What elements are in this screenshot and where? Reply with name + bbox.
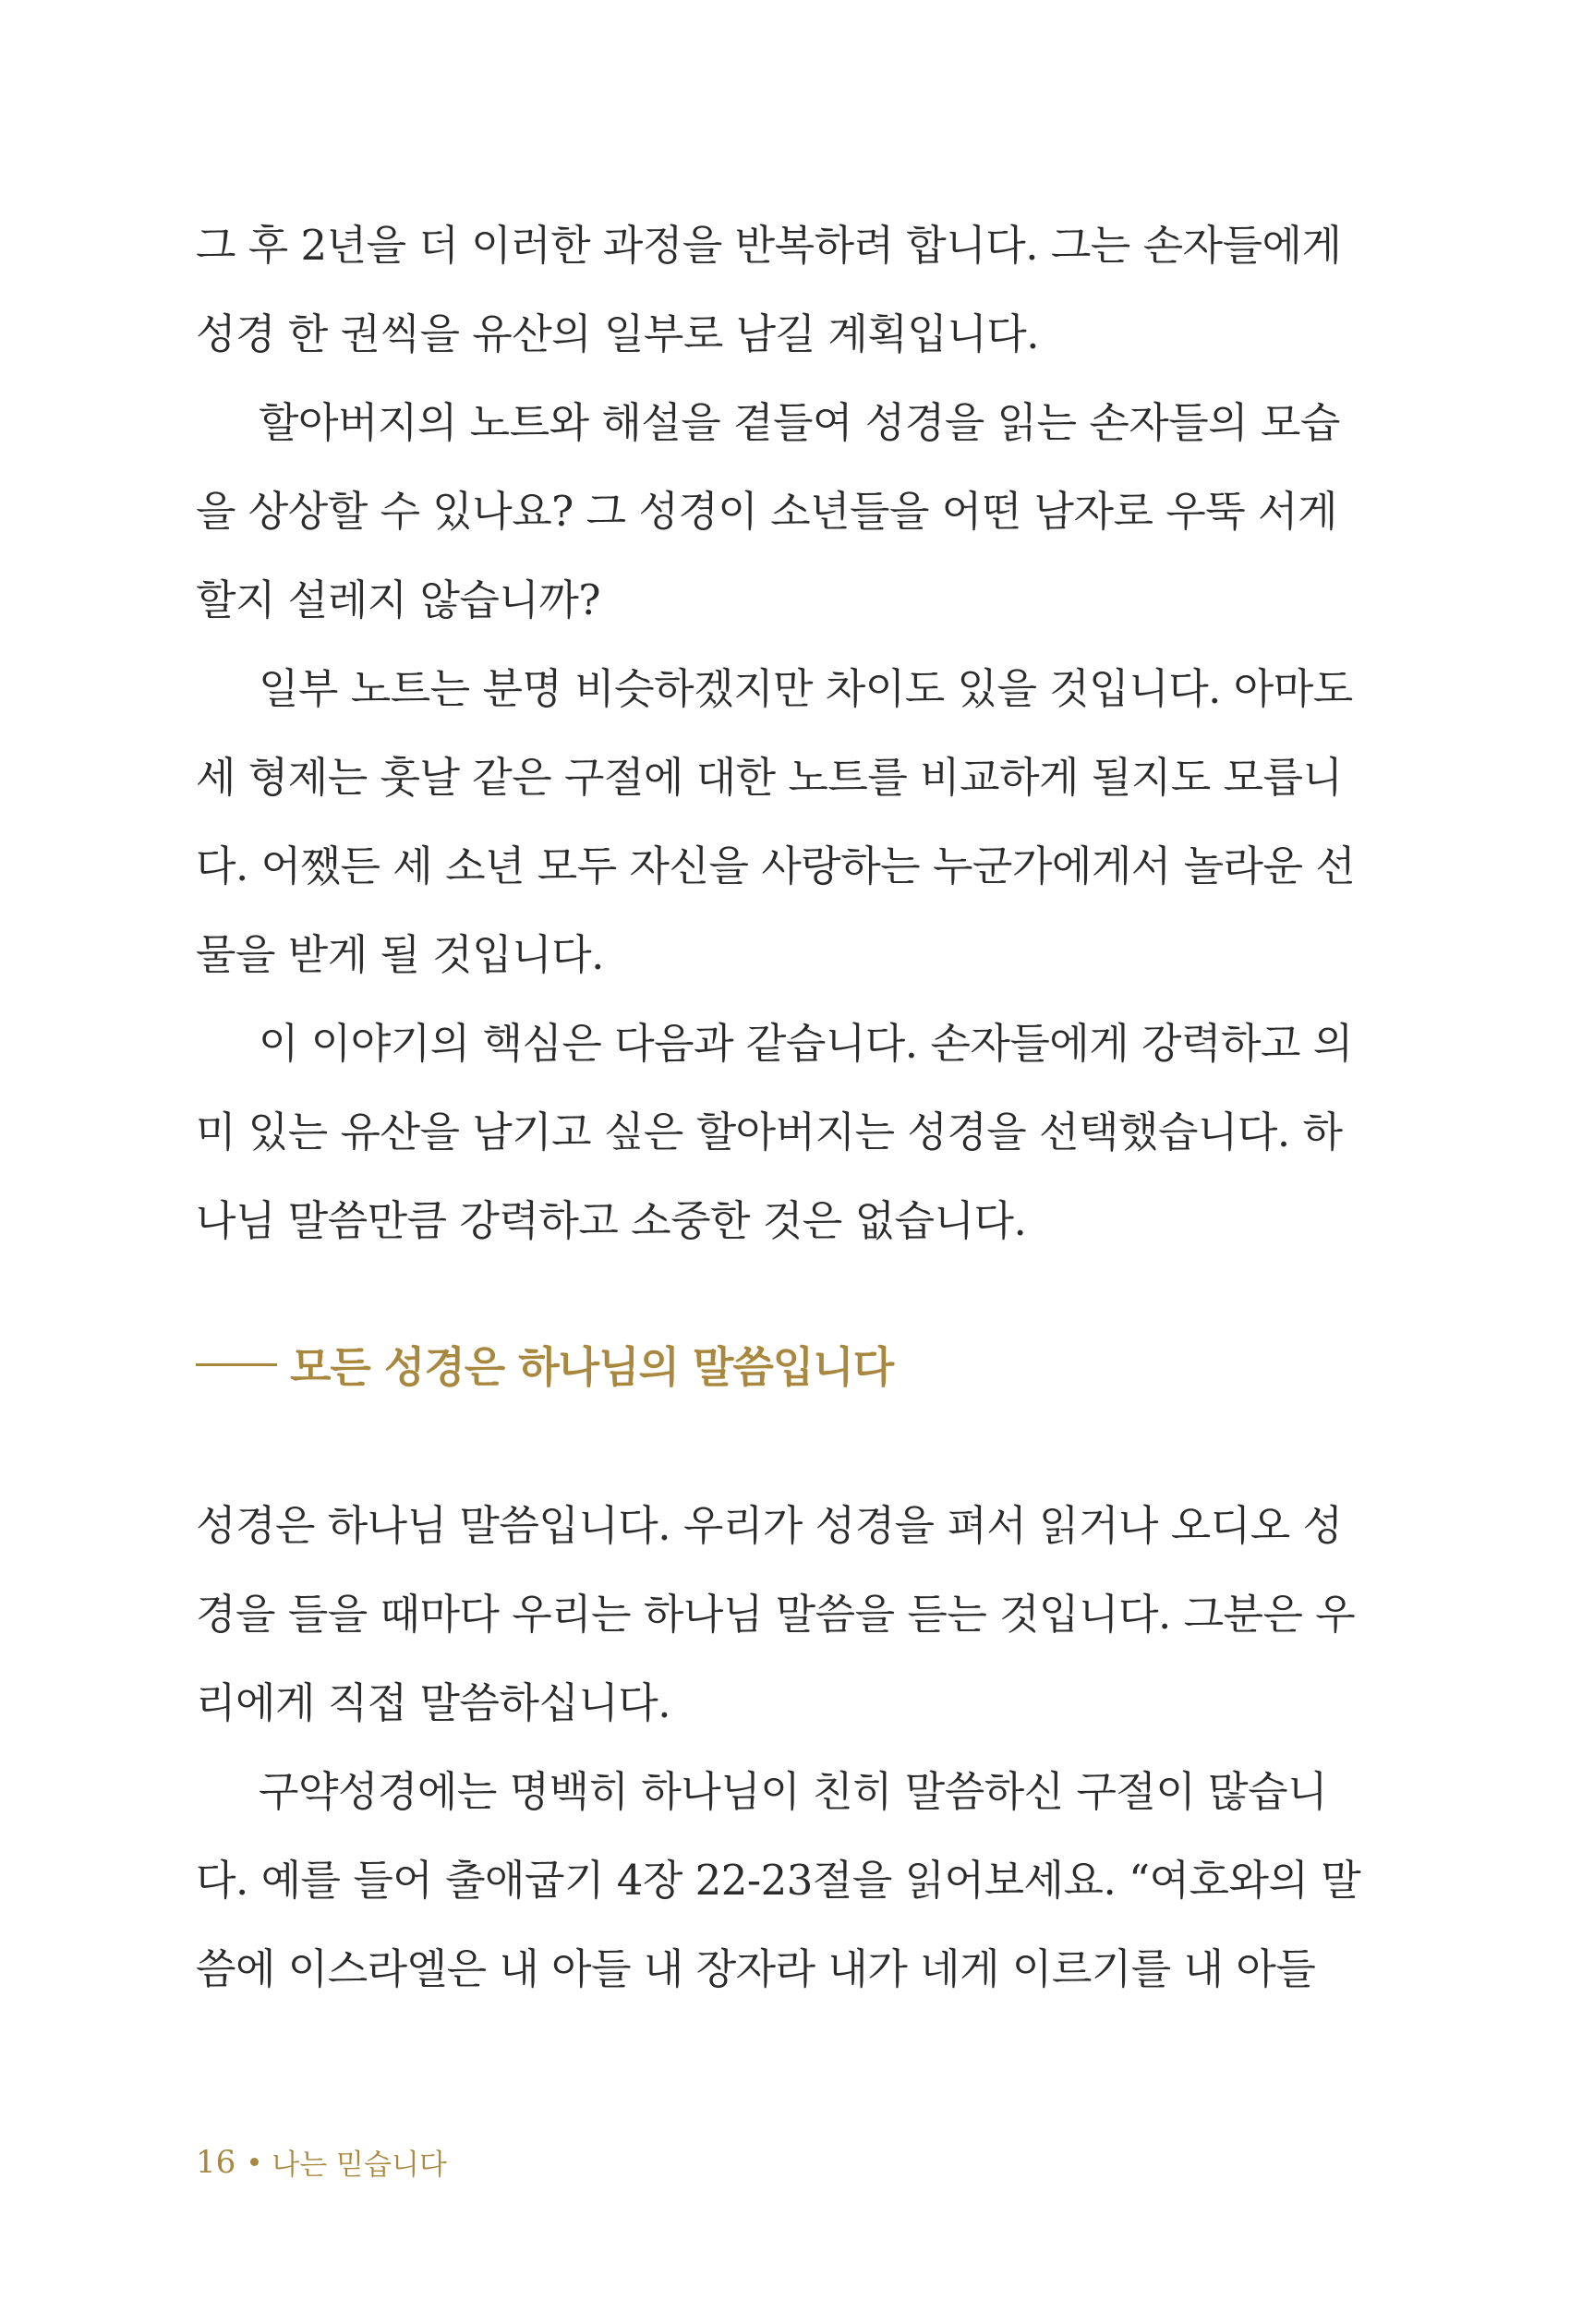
- text-line: 미 있는 유산을 남기고 싶은 할아버지는 성경을 선택했습니다. 하: [196, 1108, 1343, 1156]
- body-text-section-1: [196, 201, 1356, 1265]
- text-line: 리에게 직접 말씀하십니다.: [196, 1678, 671, 1727]
- text-line: 물을 받게 될 것입니다.: [196, 930, 604, 979]
- page-number: 16: [196, 2143, 236, 2181]
- text-line: 다. 어쨌든 세 소년 모두 자신을 사랑하는 누군가에게서 놀라운 선: [196, 841, 1356, 890]
- heading-text: 모든 성경은 하나님의 말씀입니다: [290, 1342, 894, 1392]
- text-line: 할지 설레지 않습니까?: [196, 575, 600, 624]
- text-line: 을 상상할 수 있나요? 그 성경이 소년들을 어떤 남자로 우뚝 서게: [196, 487, 1337, 536]
- text-line: 할아버지의 노트와 해설을 곁들여 성경을 읽는 손자들의 모습: [259, 398, 1340, 447]
- text-line: 구약성경에는 명백히 하나님이 친히 말씀하신 구절이 많습니: [259, 1767, 1328, 1816]
- section-heading: [196, 1323, 893, 1406]
- body-text-section-2: [196, 1482, 1361, 2014]
- book-title: 나는 믿습니다: [272, 2148, 447, 2182]
- text-line: 세 형제는 훗날 같은 구절에 대한 노트를 비교하게 될지도 모릅니: [196, 753, 1343, 802]
- text-line: 이 이야기의 핵심은 다음과 같습니다. 손자들에게 강력하고 의: [259, 1019, 1353, 1068]
- text-line: 다. 예를 들어 출애굽기 4장 22-23절을 읽어보세요. “여호와의 말: [196, 1856, 1361, 1905]
- text-line: 일부 노트는 분명 비슷하겠지만 차이도 있을 것입니다. 아마도: [259, 664, 1353, 713]
- text-line: 씀에 이스라엘은 내 아들 내 장자라 내가 네게 이르기를 내 아들: [196, 1944, 1316, 1993]
- text-line: 나님 말씀만큼 강력하고 소중한 것은 없습니다.: [196, 1196, 1027, 1245]
- heading-rule: [196, 1363, 277, 1366]
- text-line: 그 후 2년을 더 이러한 과정을 반복하려 합니다. 그는 손자들에게: [196, 221, 1342, 270]
- bullet-separator-icon: [250, 2158, 259, 2166]
- text-line: 성경 한 권씩을 유산의 일부로 남길 계획입니다.: [196, 309, 1040, 358]
- text-line: 경을 들을 때마다 우리는 하나님 말씀을 듣는 것입니다. 그분은 우: [196, 1590, 1356, 1639]
- text-line: 성경은 하나님 말씀입니다. 우리가 성경을 펴서 읽거나 오디오 성: [196, 1501, 1343, 1550]
- page-footer: [196, 2141, 447, 2183]
